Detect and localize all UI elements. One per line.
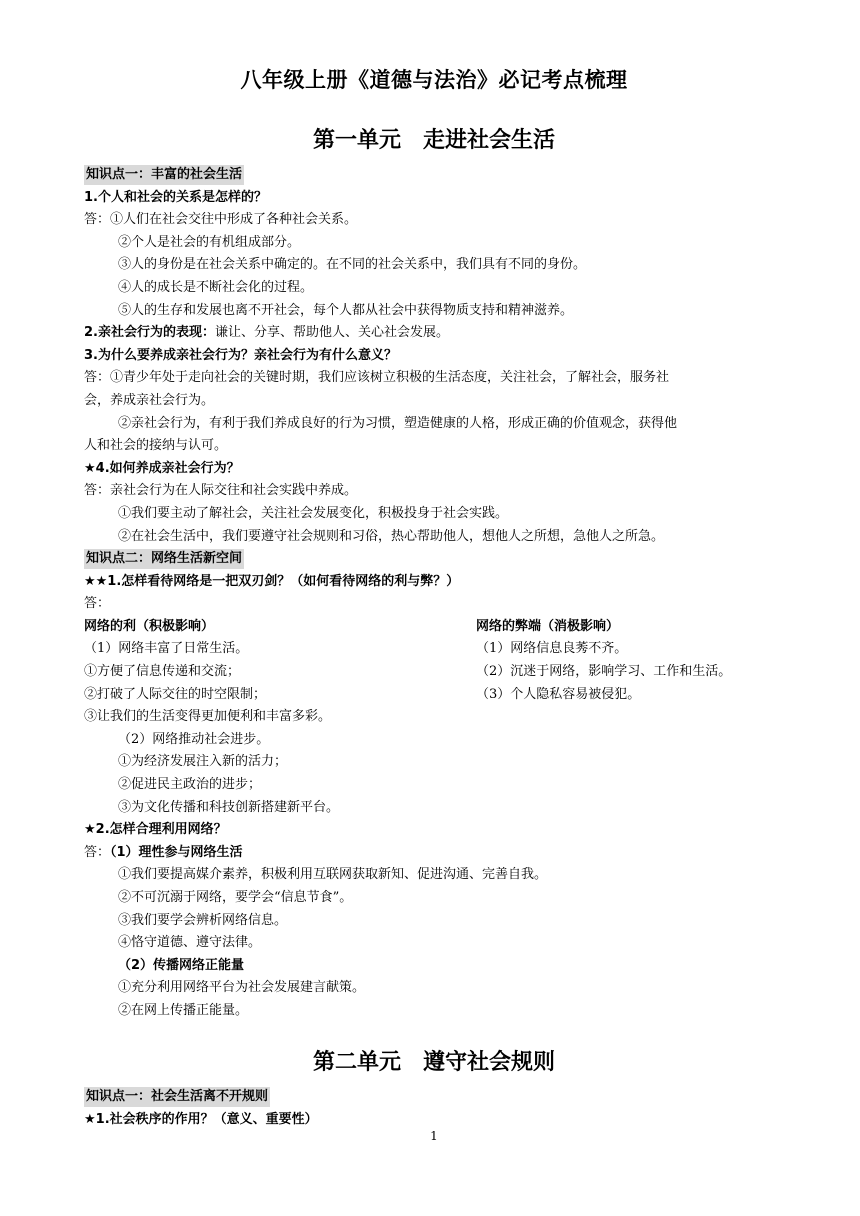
answer-subheading: （1）理性参与网络生活 bbox=[110, 844, 243, 860]
pros-item: ③为文化传播和科技创新搭建新平台。 bbox=[118, 799, 340, 815]
answer-item: ②不可沉溺于网络，要学会“信息节食”。 bbox=[118, 890, 353, 906]
knowledge-point-1-label: 知识点一：丰富的社会生活 bbox=[84, 165, 244, 185]
cons-column bbox=[476, 616, 786, 706]
pros-item: （1）网络丰富了日常生活。 bbox=[84, 641, 249, 657]
pros-item: ②促进民主政治的进步； bbox=[118, 777, 262, 793]
answer-intro: 亲社会行为在人际交往和社会实践中养成。 bbox=[110, 483, 358, 499]
pros-cons-columns bbox=[84, 616, 784, 725]
cons-item: （2）沉迷于网络，影响学习、工作和生活。 bbox=[476, 664, 732, 680]
pros-item: （2）网络推动社会进步。 bbox=[118, 731, 270, 747]
knowledge-point-2-label: 知识点二：网络生活新空间 bbox=[84, 549, 244, 569]
answer-item: ④人的成长是不断社会化的过程。 bbox=[118, 279, 314, 295]
answer-item: ②在社会生活中，我们要遵守社会规则和习俗，热心帮助他人，想他人之所想，急他人之所急。 bbox=[118, 528, 665, 544]
question-1-3: 3.为什么要养成亲社会行为？亲社会行为有什么意义？ bbox=[84, 347, 397, 363]
answer-item-continued: 会，养成亲社会行为。 bbox=[84, 392, 215, 408]
unit-2-body bbox=[84, 1086, 784, 1131]
question-2-1: ★★1.怎样看待网络是一把双刃剑？（如何看待网络的利与弊？） bbox=[84, 573, 460, 589]
answer-item: ①充分利用网络平台为社会发展建言献策。 bbox=[118, 980, 366, 996]
pros-item: ③让我们的生活变得更加便利和丰富多彩。 bbox=[84, 709, 332, 725]
question-1-2: 2.亲社会行为的表现： bbox=[84, 325, 215, 341]
pros-item: ①方便了信息传递和交流； bbox=[84, 664, 241, 680]
pros-header: 网络的利（积极影响） bbox=[84, 618, 215, 634]
answer-prefix: 答： bbox=[84, 596, 111, 612]
pros-item: ②打破了人际交往的时空限制； bbox=[84, 686, 267, 702]
document-title: 八年级上册《道德与法治》必记考点梳理 bbox=[240, 68, 628, 92]
pros-item: ①为经济发展注入新的活力； bbox=[118, 754, 288, 770]
answer-item: ①我们要提高媒介素养，积极利用互联网获取新知、促进沟通、完善自我。 bbox=[118, 867, 548, 883]
answer-item: ①我们要主动了解社会，关注社会发展变化，积极投身于社会实践。 bbox=[118, 505, 509, 521]
answer-item: ③我们要学会辨析网络信息。 bbox=[118, 912, 288, 928]
answer-item: ⑤人的生存和发展也离不开社会，每个人都从社会中获得物质支持和精神滋养。 bbox=[118, 302, 574, 318]
question-2-2: ★2.怎样合理利用网络？ bbox=[84, 822, 227, 838]
answer-item: ②个人是社会的有机组成部分。 bbox=[118, 234, 301, 250]
answer-item: ①青少年处于走向社会的关键时期，我们应该树立积极的生活态度，关注社会，了解社会，服务社 bbox=[110, 370, 670, 386]
answer-item-continued: 人和社会的接纳与认可。 bbox=[84, 438, 228, 454]
answer-prefix: 答： bbox=[84, 844, 111, 860]
page-number: 1 bbox=[430, 1129, 438, 1143]
answer-item: ①人们在社会交往中形成了各种社会关系。 bbox=[110, 212, 358, 228]
question-3-1: ★1.社会秩序的作用？（意义、重要性） bbox=[84, 1111, 318, 1127]
pros-column bbox=[84, 616, 474, 729]
unit-1-title: 第一单元 走进社会生活 bbox=[312, 128, 555, 153]
cons-header: 网络的弊端（消极影响） bbox=[476, 618, 620, 634]
answer-prefix: 答： bbox=[84, 483, 111, 499]
question-1-4: ★4.如何养成亲社会行为？ bbox=[84, 460, 240, 476]
answer-text: 谦让、分享、帮助他人、关心社会发展。 bbox=[214, 325, 449, 341]
cons-item: （1）网络信息良莠不齐。 bbox=[476, 641, 628, 657]
question-1-1: 1.个人和社会的关系是怎样的？ bbox=[84, 189, 267, 205]
answer-item: ②在网上传播正能量。 bbox=[118, 1003, 249, 1018]
cons-item: （3）个人隐私容易被侵犯。 bbox=[476, 686, 641, 702]
unit-1-body bbox=[84, 164, 784, 1023]
answer-item: ②亲社会行为，有利于我们养成良好的行为习惯，塑造健康的人格，形成正确的价值观念，获得他 bbox=[118, 415, 678, 431]
answer-prefix: 答： bbox=[84, 212, 111, 228]
answer-subheading: （2）传播网络正能量 bbox=[118, 957, 245, 973]
answer-item: ④恪守道德、遵守法律。 bbox=[118, 935, 262, 951]
knowledge-point-label: 知识点一：社会生活离不开规则 bbox=[84, 1087, 270, 1107]
answer-item: ③人的身份是在社会关系中确定的。在不同的社会关系中，我们具有不同的身份。 bbox=[118, 257, 587, 273]
unit-2-title: 第二单元 遵守社会规则 bbox=[312, 1050, 555, 1075]
answer-prefix: 答： bbox=[84, 370, 111, 386]
